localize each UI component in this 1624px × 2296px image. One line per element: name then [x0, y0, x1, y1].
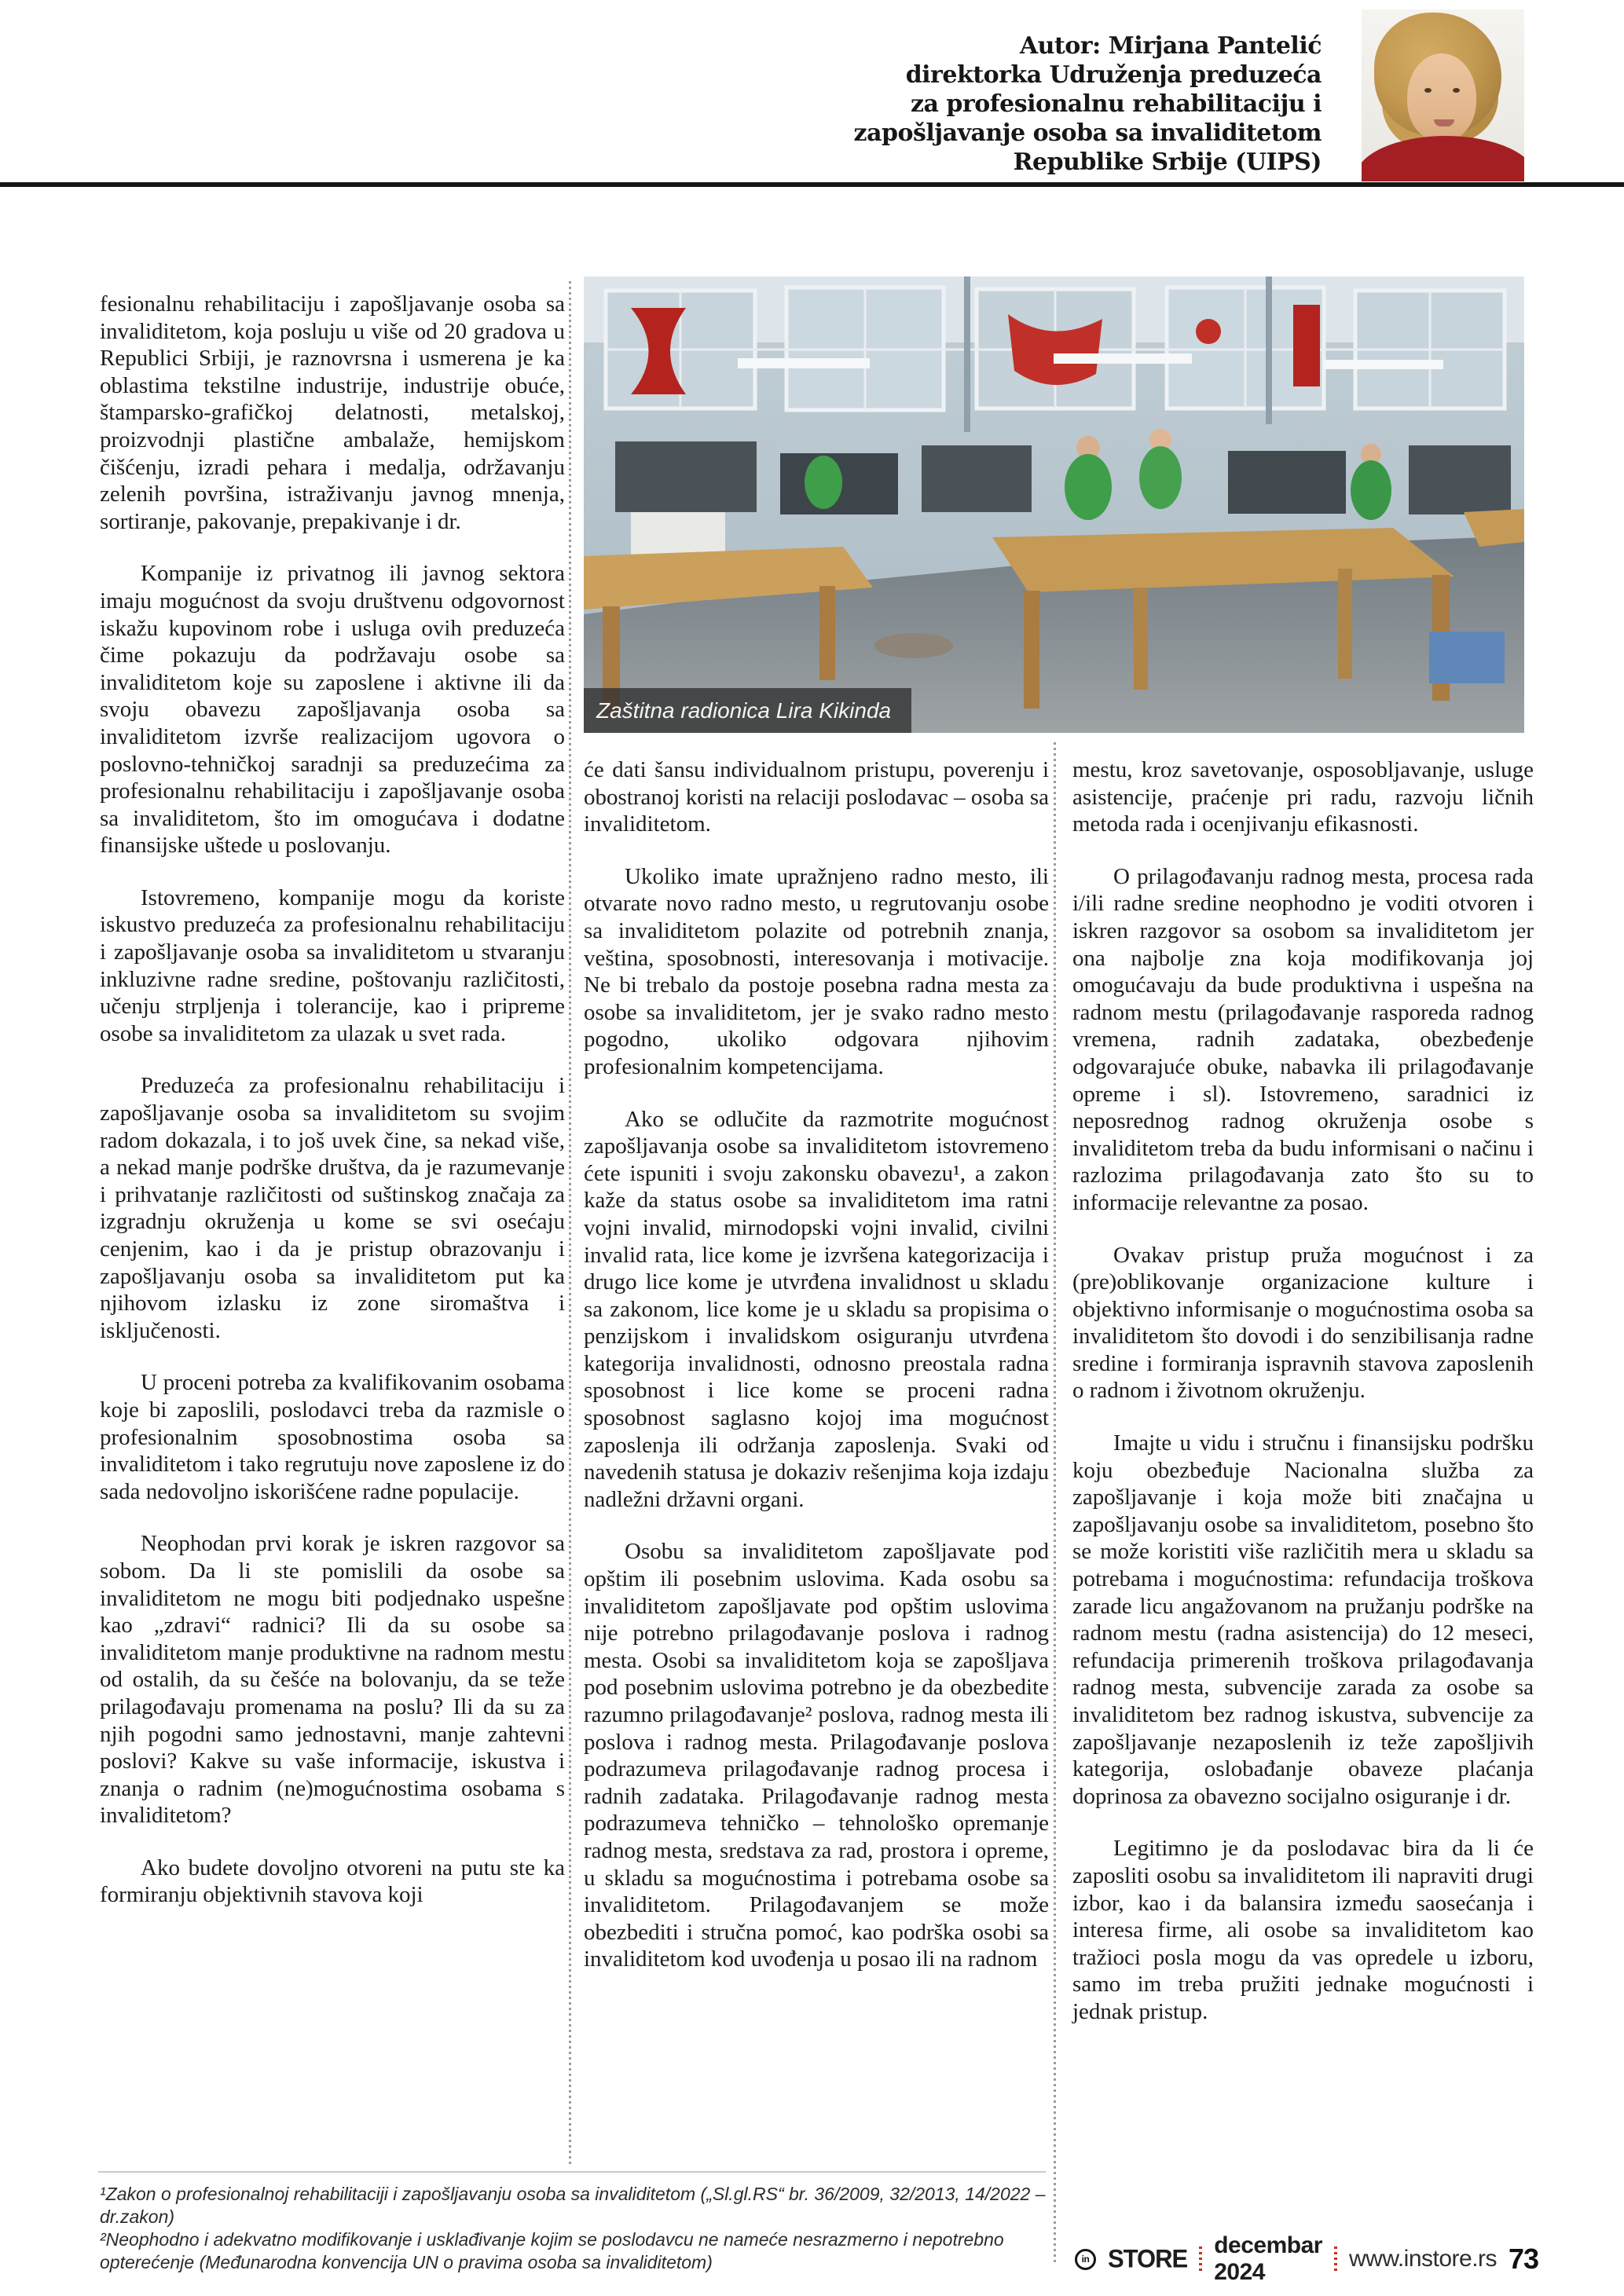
column-separator	[1054, 742, 1056, 2262]
website-url: www.instore.rs	[1348, 2246, 1498, 2272]
page-footer	[1075, 2232, 1539, 2285]
paragraph: fesionalnu rehabilitaciju i zapošljavanje osoba sa invaliditetom, koja posluju u više od 20 gradova u Republici Srbiji, je raznovrsna i usmerena je ka oblastima tekstilne industrije, industrije obuće, štamparsko-grafičkoj delatnosti, metalskoj, proizvodnji plastične ambalaže, hemijskom čišćenju, izradi pehara i medalja, održavanju zelenih površina, istraživanju javnog mnenja, sortiranje, pakovanje, prepakivanje i dr.	[100, 291, 565, 534]
paragraph: Preduzeća za profesionalnu rehabilitaciju i zapošljavanje osoba sa invaliditetom su svojim radom dokazala, i to još uvek čine, sa nekad više, a nekad manje podrške društva, da je razumevanje i prihvatanje različitosti od suštinskog značaja za izgradnju okruženja u kome se svi osećaju cenjenim, kao i da je pristup obrazovanju i zapošljavanju osoba sa invaliditetom put ka njihovom izlasku iz zone siromaštva i isključenosti.	[100, 1073, 565, 1343]
photo-red-garment	[1362, 136, 1524, 181]
article-column-3	[1072, 756, 1534, 2051]
column-separator	[569, 281, 571, 2165]
author-line: Republike Srbije (UIPS)	[1013, 148, 1322, 176]
paragraph: Imajte u vidu i stručnu i finansijsku podršku koju obezbeđuje Nacionalna služba za zapošljavanje i koja može biti značajna u zapošljavanju osobe sa invaliditetom, posebno što se može koristiti više različitih mera u skladu sa potrebama i mogućnostima: refundacija troškova zarade licu angažovanom na pružanju podrške na radnom mestu (radna asistencija) do 12 meseci, refundacija primerenih troškova prilagođavanja radnog mesta, subvencije zarada za osobe sa invaliditetom bez radnog iskustva, subvencije za zapošljavanje nezaposlenih iz teže zapošljivih kategorija, oslobađanje obaveze plaćanja doprinosa za obavezno socijalno osiguranje i dr.	[1072, 1430, 1534, 1809]
article-column-1	[100, 291, 565, 1934]
footnote: ¹Zakon o profesionalnoj rehabilitaciji i zapošljavanju osoba sa invaliditetom („Sl.gl.RS“ br. 36/2009, 32/2013, 14/2022 – dr.zakon)	[100, 2184, 1046, 2227]
paragraph: Ukoliko imate upražnjeno radno mesto, ili otvarate novo radno mesto, u regrutovanju osobe sa invaliditetom polazite od potrebnih znanja, veština, sposobnosti, interesovanja i motivacije. Ne bi trebalo da postoje posebna radna mesta za osobe sa invaliditetom, jer je svako radno mesto pogodno, ukoliko odgovara njihovim profesionalnim kompetencijama.	[584, 863, 1049, 1079]
paragraph: mestu, kroz savetovanje, osposobljavanje, usluge asistencije, praćenje pri radu, razvoju ličnih metoda rada i ocenjivanju efikasnosti.	[1072, 757, 1534, 837]
paragraph: Legitimno je da poslodavac bira da li će zaposliti osobu sa invaliditetom ili napraviti drugi izbor, kao i da balansira između saosećanja i interesa firme, ali osobe sa invaliditetom kao tražioci posla mogu da vas opredele u izboru, samo im treba pružiti jednake mogućnosti i jednak pristup.	[1072, 1836, 1534, 2024]
photo-eye	[1453, 88, 1460, 93]
photo-eye	[1424, 88, 1432, 93]
footnote-divider-rule	[98, 2171, 1046, 2173]
author-block	[854, 31, 1322, 177]
author-photo	[1362, 9, 1524, 181]
instore-logo-icon	[1075, 2249, 1096, 2270]
paragraph: Kompanije iz privatnog ili javnog sektora imaju mogućnost da svoju društvenu odgovornost iskažu kupovinom robe i usluga ovih preduzeća čime pokazuju da podržavaju osobe sa invaliditetom koje su zaposlene i aktivne ili da svoju obavezu zapošljavanja osoba sa invaliditetom izvrše realizacijom ugovora o poslovno-tehničkoj saradnji sa preduzećima za profesionalnu rehabilitaciju i zapošljavanje osoba sa invaliditetom, što im omogućava i dodatne finansijske uštede u poslovanju.	[100, 561, 565, 859]
article-column-2	[584, 756, 1049, 1998]
author-line: direktorka Udruženja preduzeća	[905, 61, 1322, 89]
author-line: zapošljavanje osoba sa invaliditetom	[853, 119, 1322, 147]
footnote: ²Neophodno i adekvatno modifikovanje i usklađivanje kojim se poslodavcu ne nameće nesrazmerno i nepotrebno opterećenje (Međunarodna konvencija UN o pravima osoba sa invaliditetom)	[100, 2229, 1004, 2272]
instore-logo-text: in	[1081, 2254, 1090, 2265]
author-line: za profesionalnu rehabilitaciju i	[911, 90, 1322, 118]
paragraph: Ako budete dovoljno otvoreni na putu ste ka formiranju objektivnih stavova koji	[100, 1855, 565, 1908]
paragraph: U proceni potreba za kvalifikovanim osobama koje bi zaposlili, poslodavci treba da razmisle o profesionalnim sposobnostima osoba sa invaliditetom i tako regrutuju nove zaposlene iz do sada nedovoljno iskorišćene radne populacije.	[100, 1370, 565, 1504]
paragraph: će dati šansu individualnom pristupu, poverenju i obostranoj koristi na relaciji poslodavac – osoba sa invaliditetom.	[584, 757, 1049, 837]
photo-face	[1407, 53, 1476, 141]
page-number: 73	[1509, 2243, 1539, 2275]
workshop-photo	[584, 276, 1524, 733]
author-line: Autor: Mirjana Pantelić	[1019, 32, 1322, 60]
magazine-brand: STORE	[1108, 2244, 1188, 2273]
paragraph: Ovakav pristup pruža mogućnost i za (pre)oblikovanje organizacione kulture i objektivno informisanje o mogućnostima osoba sa invaliditetom što dovodi i do senzibilisanja radne sredine i formiranja ispravnih stavova zaposlenih o radnom i životnom okruženju.	[1072, 1242, 1534, 1404]
paragraph: Ako se odlučite da razmotrite mogućnost zapošljavanja osobe sa invaliditetom istovremeno ćete ispuniti i svoju zakonsku obavezu¹, a zakon kaže da status osobe sa invaliditetom ima ratni vojni invalid, mirnodopski vojni invalid, civilni invalid rata, lice kome je izvršena kategorizacija i drugo lice kome je utvrđena invalidnost u skladu sa zakonom, lice kome je u skladu sa propisima o penzijskom i invalidskom osiguranju utvrđena kategorija invalidnosti, odnosno preostala radna sposobnost i lice kome se proceni radna sposobnost saglasno kojoj ima mogućnost zaposlenja ili održanja zaposlenja. Svaki od navedenih statusa je dokaziv rešenjima koja izdaju nadležni državni organi.	[584, 1106, 1049, 1512]
issue-date: decembar 2024	[1214, 2232, 1322, 2285]
footer-dotted-divider	[1199, 2247, 1202, 2272]
header-divider-rule	[0, 182, 1624, 187]
paragraph: Istovremeno, kompanije mogu da koriste iskustvo preduzeća za profesionalnu rehabilitaciju i zapošljavanje osoba sa invaliditetom u stvaranju inkluzivne radne sredine, poštovanju različitosti, učenju strpljenja i tolerancije, kao i pripreme osobe sa invaliditetom za ulazak u svet rada.	[100, 884, 565, 1046]
footer-dotted-divider	[1334, 2247, 1337, 2272]
paragraph: O prilagođavanju radnog mesta, procesa rada i/ili radne sredine neophodno je voditi otvoren i iskren razgovor sa osobom sa invaliditetom jer ona najbolje zna koja modifikovanja joj omogućavaju da bude produktivna i uspešna na radnom mestu (prilagođavanje rasporeda radnog vremena, radnih zadataka, obezbeđenje odgovarajuće obuke, nabavka ili prilagođavanje opreme i sl). Istovremeno, saradnici iz neposrednog radnog okruženja osobe s invaliditetom treba da budu informisani o načinu i razlozima prilagođavanja zato što su to informacije relevantne za posao.	[1072, 863, 1534, 1215]
paragraph: Osobu sa invaliditetom zapošljavate pod opštim ili posebnim uslovima. Kada osobu sa invaliditetom zapošljavate pod opštim uslovima nije potrebno prilagođavanje poslova i radnog mesta. Osobi sa invaliditetom koja se zapošljava pod posebnim uslovima potrebno je da obezbedite razumno prilagođavanje² poslova, radnog mesta ili poslova i radnog mesta. Prilagođavanje poslova podrazumeva prilagođavanje radnog procesa i radnih zadataka. Prilagođavanje radnog mesta podrazumeva tehničko – tehnološko opremanje radnog mesta, sredstava za rad, prostora i opreme, u skladu sa mogućnostima i potrebama osobe sa invaliditetom. Prilagođavanjem se može obezbediti i stručna pomoć, kao podrška osobi sa invaliditetom kod uvođenja u posao ili na radnom	[584, 1539, 1049, 1972]
paragraph: Neophodan prvi korak je iskren razgovor sa sobom. Da li ste pomislili da osobe sa invaliditetom ne mogu biti podjednako uspešne kao „zdravi“ radnici? Ili da su osobe sa invaliditetom manje produktivne na radnom mestu od ostalih, da su češće na bolovanju, da se teže prilagođavaju promenama na poslu? Ili da su za njih pogodni samo jednostavni, manje zahtevni poslovi? Kakve su vaše informacije, iskustva i znanja o radnim (ne)mogućnostima osobama s invaliditetom?	[100, 1531, 565, 1829]
footnotes-block	[100, 2183, 1049, 2274]
photo-caption: Zaštitna radionica Lira Kikinda	[584, 688, 911, 733]
